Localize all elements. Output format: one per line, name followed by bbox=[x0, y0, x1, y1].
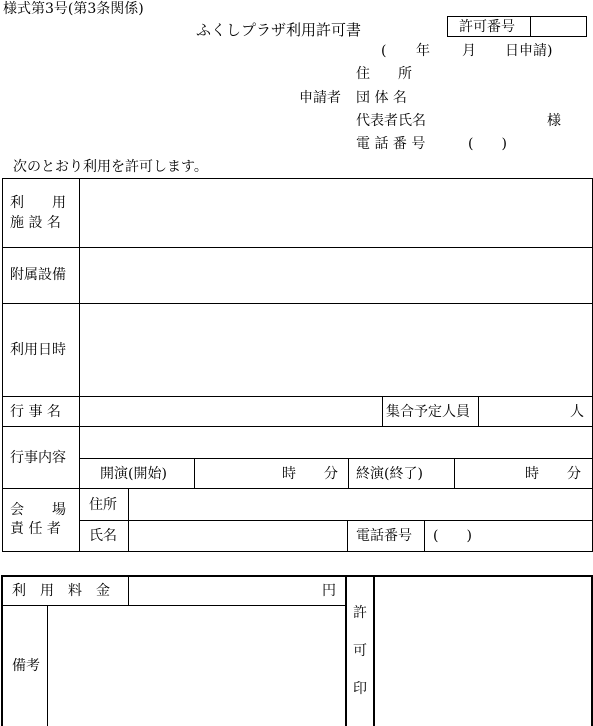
date-open-paren: ( bbox=[381, 43, 387, 59]
manager-label-line2: 責 任 者 bbox=[10, 521, 61, 537]
approval-char-3: 印 bbox=[353, 681, 367, 697]
end-time-unit: 時 分 bbox=[525, 466, 581, 482]
event-content-field[interactable] bbox=[80, 427, 592, 458]
applicant-group-label: 団 体 名 bbox=[356, 90, 407, 106]
date-year: 年 bbox=[416, 43, 430, 59]
remarks-label: 備考 bbox=[12, 658, 40, 674]
event-name-field[interactable] bbox=[80, 397, 382, 426]
manager-label-line1: 会 場 bbox=[10, 502, 66, 518]
facility-field[interactable] bbox=[80, 179, 592, 247]
applicant-phone-label: 電 話 番 号 bbox=[356, 136, 426, 152]
manager-address-field[interactable] bbox=[129, 489, 592, 520]
form-number: 様式第3号(第3条関係) bbox=[3, 1, 144, 17]
manager-phone-label: 電話番号 bbox=[356, 528, 412, 544]
applicant-rep-label: 代表者氏名 bbox=[356, 113, 426, 129]
manager-name-field[interactable] bbox=[129, 521, 347, 552]
facility-label-line2: 施 設 名 bbox=[10, 215, 61, 231]
datetime-label: 利用日時 bbox=[10, 342, 66, 358]
fee-unit: 円 bbox=[322, 583, 336, 599]
manager-address-label: 住所 bbox=[89, 497, 117, 513]
approval-char-1: 許 bbox=[353, 605, 367, 621]
manager-phone-paren: ( ) bbox=[433, 528, 472, 544]
date-month: 月 bbox=[462, 43, 476, 59]
datetime-field[interactable] bbox=[80, 304, 592, 396]
manager-name-label: 氏名 bbox=[89, 528, 117, 544]
end-label: 終演(終了) bbox=[356, 466, 423, 482]
event-name-label: 行 事 名 bbox=[10, 404, 61, 420]
applicant-rep-suffix: 様 bbox=[547, 113, 561, 129]
applicant-label: 申請者 bbox=[299, 90, 341, 106]
start-label: 開演(開始) bbox=[100, 466, 167, 482]
intro-text: 次のとおり利用を許可します。 bbox=[13, 159, 208, 175]
attendance-unit: 人 bbox=[570, 404, 584, 420]
document-title: ふくしプラザ利用許可書 bbox=[196, 21, 362, 39]
equipment-label: 附属設備 bbox=[10, 267, 66, 283]
fee-label: 利 用 料 金 bbox=[12, 583, 110, 599]
approval-char-2: 可 bbox=[353, 643, 367, 659]
remarks-field[interactable] bbox=[48, 606, 345, 726]
equipment-field[interactable] bbox=[80, 248, 592, 303]
date-day-applied: 日申請) bbox=[505, 43, 553, 59]
permit-number-label: 許可番号 bbox=[459, 19, 515, 35]
applicant-phone-paren: ( ) bbox=[468, 136, 507, 152]
attendance-label: 集合予定人員 bbox=[386, 404, 470, 420]
approval-stamp-area[interactable] bbox=[376, 577, 590, 726]
event-content-label: 行事内容 bbox=[10, 450, 66, 466]
start-time-unit: 時 分 bbox=[282, 466, 338, 482]
applicant-address-label: 住 所 bbox=[356, 66, 412, 82]
facility-label-line1: 利 用 bbox=[10, 195, 66, 211]
